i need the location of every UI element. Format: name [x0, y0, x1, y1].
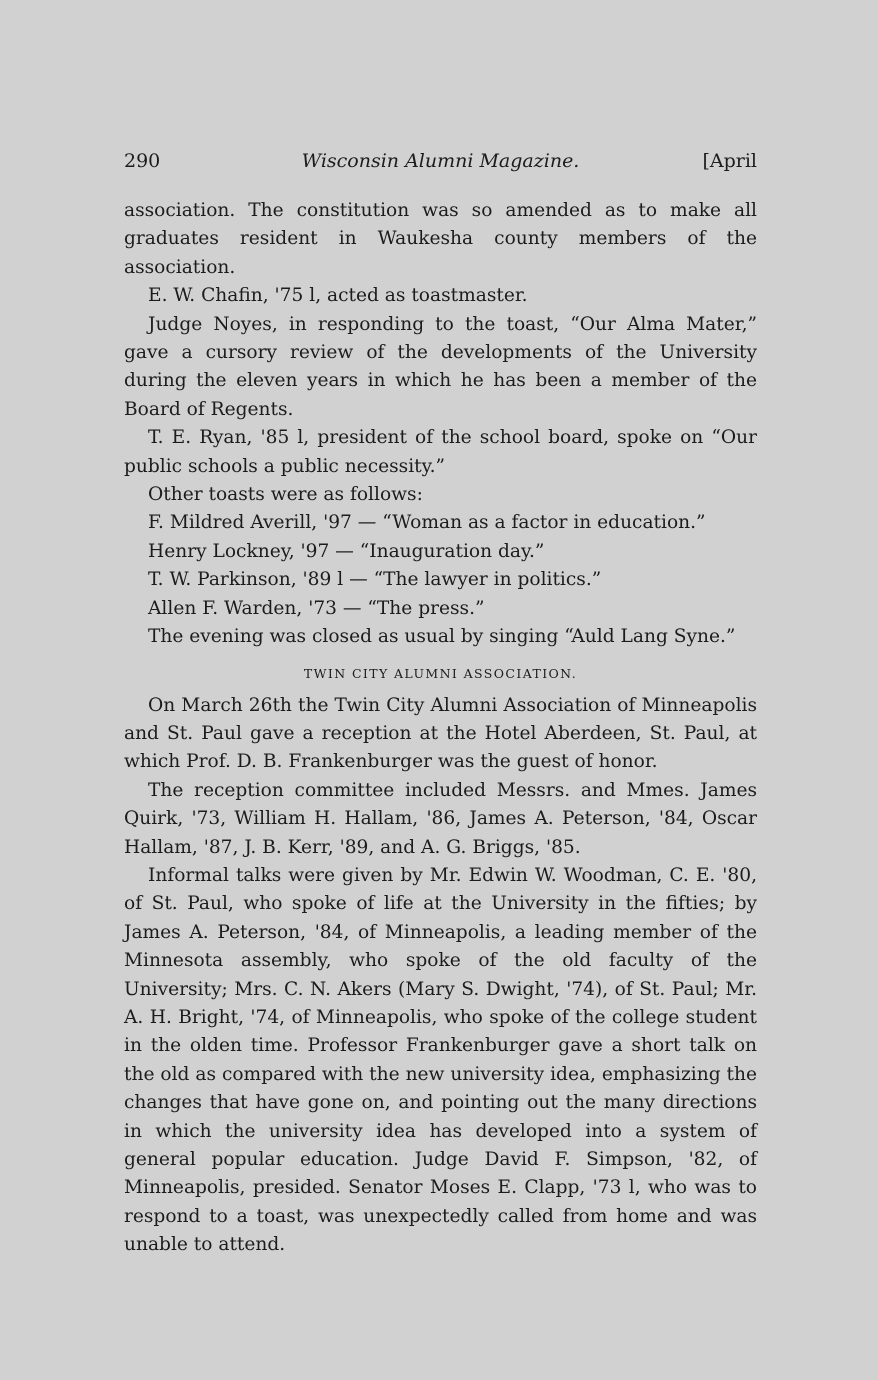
paragraph: association. The constitution was so amended as to make all graduates resident in Waukesha county members of the association.: [124, 200, 757, 278]
paragraph: The evening was closed as usual by singing “Auld Lang Syne.”: [148, 626, 736, 648]
page-number: 290: [124, 150, 161, 172]
paragraph: Judge Noyes, in responding to the toast, “Our Alma Mater,” gave a cursory review of the developments of the University during the eleven years in which he has been a member of the Board of Regents.: [124, 313, 757, 420]
paragraph: On March 26th the Twin City Alumni Association of Minneapolis and St. Paul gave a reception at the Hotel Aberdeen, St. Paul, at which Prof. D. B. Frankenburger was the guest of honor.: [124, 694, 757, 773]
paragraph: E. W. Chafin, '75 l, acted as toastmaster.: [148, 285, 528, 307]
section-heading: TWIN CITY ALUMNI ASSOCIATION.: [303, 665, 578, 681]
toast-list-item: Allen F. Warden, '73 — “The press.”: [148, 597, 485, 619]
paragraph: The reception committee included Messrs. and Mmes. James Quirk, '73, William H. Hallam, '86, James A. Peterson, '84, Oscar Hallam, '87, J. B. Kerr, '89, and A. G. Briggs, '85.: [124, 779, 757, 858]
paragraph: T. E. Ryan, '85 l, president of the school board, spoke on “Our public schools a public necessity.”: [124, 427, 757, 477]
paragraph: Other toasts were as follows:: [148, 484, 423, 506]
toast-list-item: T. W. Parkinson, '89 l — “The lawyer in politics.”: [148, 569, 602, 591]
running-head: [124, 150, 757, 180]
toast-list-item: F. Mildred Averill, '97 — “Woman as a factor in education.”: [148, 512, 706, 534]
journal-title: Wisconsin Alumni Magazine.: [301, 150, 580, 172]
article-body: [124, 197, 757, 1260]
issue-month: [April: [702, 150, 757, 172]
toast-list-item: Henry Lockney, '97 — “Inauguration day.”: [148, 540, 545, 562]
paragraph: Informal talks were given by Mr. Edwin W. Woodman, C. E. '80, of St. Paul, who spoke of life at the University in the fifties; by James A. Peterson, '84, of Minneapolis, a leading member of the Minnesota assembly, who spoke of the old faculty of the University; Mrs. C. N. Akers (Mary S. Dwight, '74), of St. Paul; Mr. A. H. Bright, '74, of Minneapolis, who spoke of the college student in the olden time. Professor Frankenburger gave a short talk on the old as compared with the new university idea, emphasizing the changes that have gone on, and pointing out the many directions in which the university idea has developed into a system of general popular education. Judge David F. Simpson, '82, of Minneapolis, presided. Senator Moses E. Clapp, '73 l, who was to respond to a toast, was unexpectedly called from home and was unable to attend.: [124, 864, 757, 1256]
